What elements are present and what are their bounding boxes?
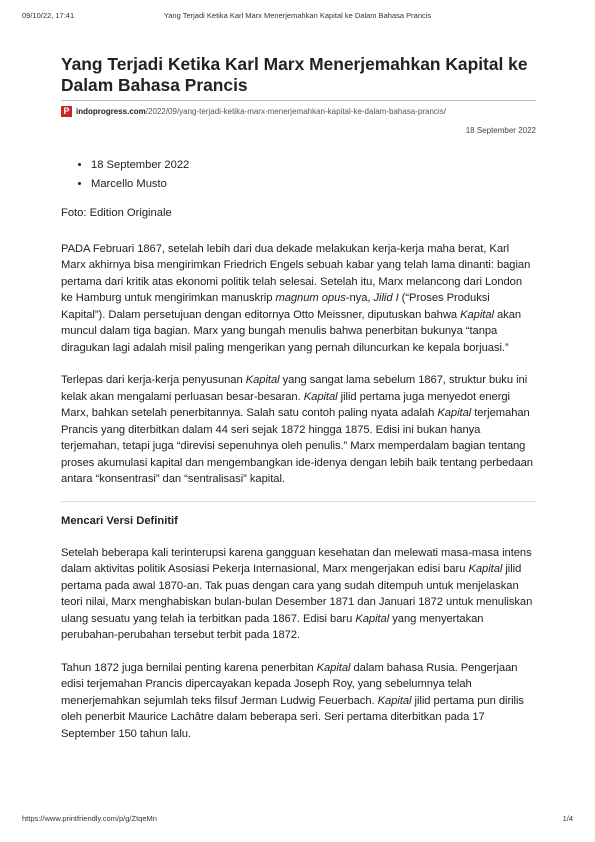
paragraph bbox=[61, 241, 536, 357]
paragraph-text: yang sangat lama sebelum 1867, struktur buku ini kelak akan mengalami perluasan besar-besaran. bbox=[61, 374, 528, 403]
paragraph bbox=[61, 660, 536, 743]
paragraph-text: PADA Februari 1867, setelah lebih dari dua dekade melakukan kerja-kerja maha berat, Karl Marx akhirnya bisa mengirimkan Friedrich Engels sebuah kabar yang telah lama dinanti: bagian pertama dari kritik atas ekonomi politik telah selesai. Setelah itu, Marx melancong dari London ke Hamburg untuk mengirimkan manuskrip bbox=[61, 242, 531, 304]
meta-list bbox=[61, 156, 536, 194]
source-path: /2022/09/yang-terjadi-ketika-marx-menerjemahkan-kapital-ke-dalam-bahasa-prancis/ bbox=[145, 107, 446, 116]
paragraph-text: akan muncul dalam tiga bagian. Marx yang bungah menulis bahwa penerbitan bukunya “tanpa diragukan lagi adalah misil paling mengerikan yang pernah diluncurkan ke kepala borjuasi.” bbox=[61, 308, 522, 354]
print-footer-url: https://www.printfriendly.com/p/g/ZtqeMn bbox=[22, 814, 157, 823]
site-favicon-icon: P bbox=[61, 106, 72, 117]
emphasis-text: Kapital bbox=[303, 390, 338, 403]
emphasis-text: Kapital bbox=[377, 694, 412, 707]
paragraph-text: jilid pertama pada awal 1870-an. Tak puas dengan cara yang sudah ditempuh untuk menjelaskan teori nilai, Marx menghabiskan bulan-bulan Desember 1871 dan Januari 1872 untuk menuliskan ulang sesuatu yang telah ia terbitkan pada 1867. Edisi baru bbox=[61, 563, 533, 625]
article bbox=[61, 54, 536, 742]
paragraph-text: yang menyertakan perubahan-perubahan tersebut terbit pada 1872. bbox=[61, 612, 484, 641]
paragraph-text: -nya, bbox=[345, 292, 374, 304]
section-heading: Mencari Versi Definitif bbox=[61, 514, 178, 527]
article-title: Yang Terjadi Ketika Karl Marx Menerjemahkan Kapital ke Dalam Bahasa Prancis bbox=[61, 54, 536, 101]
paragraph-text: jilid pertama pun dirilis oleh penerbit Maurice Lachâtre dalam beberapa seri. Seri pertama diterbitkan pada 17 September 150 tahun lalu. bbox=[61, 694, 524, 740]
paragraph-text: Setelah beberapa kali terinterupsi karena gangguan kesehatan dan melewati masa-masa intens dalam aktivitas politik Asosiasi Pekerja Internasional, Marx mengerjakan edisi baru bbox=[61, 546, 532, 575]
emphasis-text: Kapital bbox=[245, 374, 280, 386]
section-divider bbox=[61, 501, 536, 502]
page-number: 1/4 bbox=[562, 814, 573, 823]
article-date: 18 September 2022 bbox=[465, 126, 536, 135]
paragraph-text: terjemahan Prancis yang diterbitkan dalam 44 seri sejak 1872 hingga 1875. Edisi ini bukan hanya terjemahan, tetapi juga “direvisi sepenuhnya oleh penulis.” Marx memperdalam bagian tentang proses akumulasi kapital dan mengembangkan ide-idenya dengan lebih baik tentang perbedaan antara “konsentrasi” dan “sentralisasi” kapital. bbox=[61, 407, 533, 485]
meta-date: • 18 September 2022 bbox=[91, 156, 536, 175]
source-domain: indoprogress.com bbox=[76, 107, 146, 116]
source-link[interactable] bbox=[76, 107, 446, 116]
paragraph bbox=[61, 372, 536, 488]
paragraph-text: dalam bahasa Rusia. Pengerjaan edisi terjemahan Prancis dipercayakan kepada Joseph Roy, yang sebelumnya telah menerjemahkan sejumlah teks filsuf Jerman Ludwig Feuerbach. bbox=[61, 661, 518, 707]
emphasis-text: Kapital bbox=[460, 308, 494, 321]
emphasis-text: magnum opus bbox=[275, 292, 346, 304]
source-row bbox=[61, 106, 536, 117]
emphasis-text: Kapital bbox=[468, 563, 503, 575]
paragraph-text: jilid pertama juga menyedot energi Marx, bahkan setelah penerbitannya. Salah satu contoh paling nyata adalah bbox=[61, 390, 510, 419]
print-timestamp: 09/10/22, 17:41 bbox=[22, 11, 75, 20]
paragraph-text: (“Proses Produksi Kapital”). Dalam persetujuan dengan editornya Otto Meissner, diputuskan bahwa bbox=[61, 292, 490, 321]
photo-credit: Foto: Edition Originale bbox=[61, 207, 172, 219]
paragraph-text: Tahun 1872 juga bernilai penting karena penerbitan bbox=[61, 661, 317, 674]
paragraph bbox=[61, 545, 536, 644]
emphasis-text: Kapital bbox=[437, 407, 472, 419]
emphasis-text: Kapital bbox=[316, 661, 351, 674]
meta-author: • Marcello Musto bbox=[91, 175, 536, 194]
emphasis-text: Jilid I bbox=[373, 292, 399, 304]
article-body bbox=[61, 241, 536, 743]
emphasis-text: Kapital bbox=[355, 612, 390, 625]
print-footer bbox=[22, 814, 573, 826]
print-page-title: Yang Terjadi Ketika Karl Marx Menerjemahkan Kapital ke Dalam Bahasa Prancis bbox=[163, 11, 432, 20]
print-header bbox=[22, 11, 573, 23]
paragraph-text: Terlepas dari kerja-kerja penyusunan bbox=[61, 374, 246, 386]
